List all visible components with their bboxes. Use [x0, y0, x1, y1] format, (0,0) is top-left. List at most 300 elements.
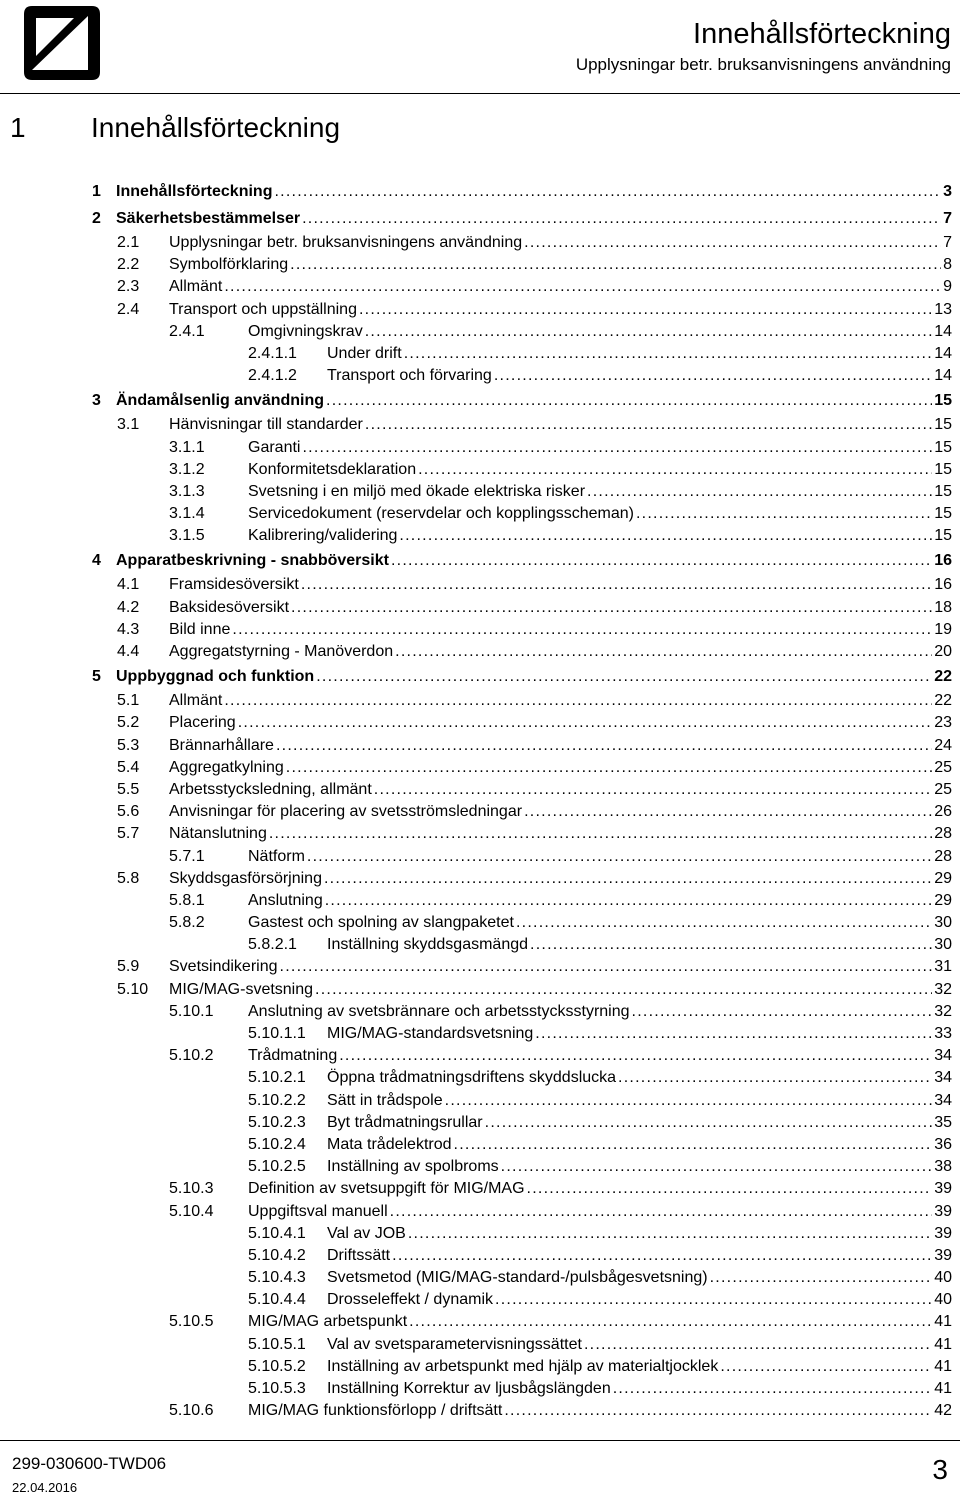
toc-entry-line [327, 1245, 952, 1267]
toc-entry[interactable] [0, 1178, 960, 1200]
toc-entry-page: 35 [934, 1113, 952, 1131]
toc-entry[interactable] [0, 178, 960, 205]
toc-entry-title: Arbetsstycksledning, allmänt [169, 780, 372, 798]
toc-entry[interactable] [0, 1289, 960, 1311]
toc-entry[interactable] [0, 1023, 960, 1045]
toc-entry[interactable] [0, 1223, 960, 1245]
toc-entry-line [248, 1400, 952, 1422]
toc-dot-leader [230, 619, 932, 641]
toc-entry[interactable] [0, 868, 960, 890]
toc-entry-line [327, 1067, 952, 1089]
toc-entry[interactable] [0, 276, 960, 298]
toc-entry-page: 38 [934, 1158, 952, 1176]
toc-dot-leader [616, 1067, 932, 1089]
toc-entry-number: 5.10.2.4 [248, 1135, 306, 1153]
toc-dot-leader [300, 437, 932, 459]
toc-entry[interactable] [0, 254, 960, 276]
toc-entry-line [327, 1156, 952, 1178]
toc-entry-line [327, 1023, 952, 1045]
toc-entry[interactable] [0, 547, 960, 574]
toc-entry-number: 3.1.1 [169, 438, 205, 456]
toc-entry[interactable] [0, 1067, 960, 1089]
toc-entry-page: 31 [934, 958, 952, 976]
toc-entry[interactable] [0, 912, 960, 934]
toc-entry-page: 24 [934, 736, 952, 754]
toc-entry-title: Uppgiftsval manuell [248, 1202, 388, 1220]
toc-entry-line [327, 365, 952, 387]
toc-entry[interactable] [0, 481, 960, 503]
toc-entry-line [169, 276, 952, 298]
toc-entry-page: 23 [934, 714, 952, 732]
toc-entry-number: 5.10.5.1 [248, 1335, 306, 1353]
toc-dot-leader [322, 868, 932, 890]
toc-entry-number: 4.4 [117, 643, 140, 660]
toc-entry-page: 39 [934, 1224, 952, 1242]
toc-entry-page: 25 [934, 758, 952, 776]
toc-entry-page: 26 [934, 803, 952, 821]
toc-entry-number: 5.7 [117, 825, 140, 843]
footer-date: 22.04.2016 [12, 1480, 78, 1495]
toc-entry-title: Definition av svetsuppgift för MIG/MAG [248, 1180, 525, 1198]
toc-dot-leader [284, 757, 932, 779]
toc-entry-line [116, 547, 952, 574]
toc-entry[interactable] [0, 934, 960, 956]
toc-entry-number: 3.1.2 [169, 460, 205, 478]
toc-dot-leader [388, 1201, 933, 1223]
toc-entry-number: 2.4.1.1 [248, 344, 297, 362]
toc-entry-title: Bild inne [169, 620, 231, 638]
toc-entry[interactable] [0, 387, 960, 414]
toc-entry-line [248, 459, 952, 481]
toc-entry-line [327, 1267, 952, 1289]
toc-entry-title: Anslutning [248, 891, 323, 909]
toc-entry-line [327, 1334, 952, 1356]
toc-entry-title: Öppna trådmatningsdriftens skyddslucka [327, 1069, 617, 1087]
toc-entry-line [248, 1001, 952, 1023]
toc-entry-page: 15 [934, 438, 952, 456]
toc-entry-number: 5.10.6 [169, 1402, 214, 1420]
table-of-contents [0, 178, 960, 1422]
toc-entry-number: 1 [92, 183, 101, 200]
toc-entry[interactable] [0, 1311, 960, 1333]
toc-entry-line [248, 1201, 952, 1223]
toc-entry-page: 7 [943, 234, 952, 251]
toc-entry-page: 22 [934, 668, 952, 686]
toc-entry[interactable] [0, 1201, 960, 1223]
toc-entry-line [248, 1045, 952, 1067]
toc-entry-number: 4.2 [117, 598, 140, 616]
toc-entry-line [169, 254, 952, 276]
toc-dot-leader [528, 934, 932, 956]
toc-dot-leader [402, 343, 933, 365]
toc-entry-page: 39 [934, 1202, 952, 1220]
toc-entry-page: 40 [934, 1269, 952, 1287]
toc-entry[interactable] [0, 1112, 960, 1134]
toc-entry-title: Inställning av spolbroms [327, 1158, 499, 1176]
toc-entry-number: 5.10.4.1 [248, 1224, 306, 1242]
toc-entry-title: Aggregatstyrning - Manöverdon [169, 643, 394, 660]
toc-dot-leader [514, 912, 932, 934]
toc-entry-title: Garanti [248, 438, 301, 456]
header-divider [0, 93, 960, 94]
toc-entry-line [169, 712, 952, 734]
toc-entry-line [169, 956, 952, 978]
toc-dot-leader [585, 481, 932, 503]
toc-entry-title: Driftssätt [327, 1246, 391, 1264]
toc-entry-page: 41 [934, 1335, 952, 1353]
toc-dot-leader [483, 1112, 933, 1134]
toc-dot-leader [300, 205, 941, 232]
toc-entry[interactable] [0, 459, 960, 481]
toc-entry-line [169, 979, 952, 1001]
toc-entry-page: 29 [934, 869, 952, 887]
toc-entry[interactable] [0, 690, 960, 712]
toc-entry[interactable] [0, 956, 960, 978]
toc-dot-leader [397, 525, 932, 547]
toc-entry[interactable] [0, 979, 960, 1001]
toc-entry-page: 39 [934, 1246, 952, 1264]
toc-entry-number: 5.10.2.3 [248, 1113, 306, 1131]
toc-entry-line [327, 1223, 952, 1245]
toc-dot-leader [363, 414, 932, 436]
toc-entry-title: Nätanslutning [169, 825, 267, 843]
toc-entry-title: Under drift [327, 344, 402, 362]
toc-entry[interactable] [0, 414, 960, 436]
toc-dot-leader [443, 1090, 933, 1112]
toc-entry-title: MIG/MAG arbetspunkt [248, 1313, 408, 1331]
toc-entry-page: 9 [943, 278, 952, 296]
toc-entry-page: 15 [934, 482, 952, 500]
toc-entry-page: 28 [934, 847, 952, 865]
toc-entry-line [116, 663, 952, 690]
toc-entry[interactable] [0, 1001, 960, 1023]
toc-entry-line [116, 205, 952, 232]
toc-entry-line [327, 1356, 952, 1378]
toc-entry-line [116, 387, 952, 414]
toc-entry[interactable] [0, 779, 960, 801]
toc-entry-line [169, 232, 952, 254]
toc-entry-number: 5.10.5 [169, 1313, 214, 1331]
toc-entry-number: 5.9 [117, 958, 140, 976]
toc-entry-line [248, 912, 952, 934]
toc-entry-line [169, 735, 952, 757]
toc-entry-line [169, 868, 952, 890]
toc-dot-leader [272, 178, 941, 205]
toc-entry-page: 30 [934, 914, 952, 932]
toc-entry-page: 32 [934, 980, 952, 998]
toc-entry-page: 3 [943, 183, 952, 200]
toc-entry-number: 5.10.5.2 [248, 1357, 306, 1375]
toc-entry[interactable] [0, 1134, 960, 1156]
toc-entry-line [248, 525, 952, 547]
brand-logo-icon [22, 4, 102, 82]
toc-entry-title: Inställning Korrektur av ljusbågslängden [327, 1380, 611, 1397]
toc-dot-leader [407, 1311, 932, 1333]
toc-entry-number: 5.1 [117, 692, 140, 710]
toc-entry-line [169, 779, 952, 801]
toc-entry[interactable] [0, 846, 960, 868]
toc-dot-leader [389, 547, 932, 574]
toc-entry[interactable] [0, 1334, 960, 1356]
toc-entry-title: Inställning skyddsgasmängd [327, 936, 529, 954]
toc-entry-page: 29 [934, 891, 952, 909]
toc-entry-title: Anvisningar för placering av svetsströmsledningar [169, 803, 523, 821]
toc-dot-leader [363, 321, 933, 343]
toc-entry-title: Mata trådelektrod [327, 1135, 452, 1153]
toc-entry[interactable] [0, 1090, 960, 1112]
toc-entry-title: Apparatbeskrivning - snabböversikt [116, 552, 389, 570]
toc-entry[interactable] [0, 365, 960, 387]
toc-entry-page: 13 [934, 300, 952, 318]
toc-entry-line [327, 1378, 952, 1400]
toc-entry-page: 15 [934, 527, 952, 545]
toc-entry-line [327, 1112, 952, 1134]
toc-dot-leader [525, 1178, 933, 1200]
toc-entry-title: Nätform [248, 847, 305, 865]
heading-number: 1 [10, 112, 26, 143]
toc-entry[interactable] [0, 525, 960, 547]
toc-dot-leader [372, 779, 932, 801]
toc-entry-title: Skyddsgasförsörjning [169, 869, 322, 887]
toc-entry-page: 34 [934, 1091, 952, 1109]
toc-entry-number: 5.10.4.3 [248, 1269, 306, 1287]
toc-entry-line [327, 934, 952, 956]
toc-entry-line [169, 619, 952, 641]
toc-dot-leader [222, 276, 941, 298]
toc-entry-page: 41 [934, 1357, 952, 1375]
toc-entry-page: 14 [934, 367, 952, 385]
toc-entry-title: Gastest och spolning av slangpaketet [248, 914, 514, 932]
toc-entry-title: Baksidesöversikt [169, 598, 290, 616]
toc-entry-title: Symbolförklaring [169, 256, 289, 274]
toc-entry-number: 4.3 [117, 620, 140, 638]
toc-entry[interactable] [0, 663, 960, 690]
toc-dot-leader [492, 365, 932, 387]
toc-entry-page: 30 [934, 936, 952, 954]
toc-entry-line [248, 437, 952, 459]
toc-entry-number: 3 [92, 392, 101, 410]
toc-entry-title: Uppbyggnad och funktion [116, 668, 315, 686]
toc-entry[interactable] [0, 232, 960, 254]
toc-entry-number: 5 [92, 668, 101, 686]
toc-entry-title: Konformitetsdeklaration [248, 460, 417, 478]
header-title: Innehållsförteckning [693, 18, 951, 50]
toc-entry-title: MIG/MAG funktionsförlopp / driftsätt [248, 1402, 503, 1420]
toc-entry-number: 5.5 [117, 780, 140, 798]
toc-dot-leader [299, 574, 932, 596]
toc-entry-title: Anslutning av svetsbrännare och arbetsstycksstyrning [248, 1002, 630, 1020]
toc-entry-page: 7 [943, 210, 952, 227]
toc-dot-leader [611, 1378, 932, 1400]
toc-entry[interactable] [0, 801, 960, 823]
toc-entry-number: 5.10.4 [169, 1202, 214, 1220]
toc-entry-line [169, 299, 952, 321]
toc-entry-line [169, 801, 952, 823]
toc-entry[interactable] [0, 1400, 960, 1422]
toc-entry-page: 42 [934, 1402, 952, 1420]
toc-entry-number: 3.1.3 [169, 482, 205, 500]
toc-entry[interactable] [0, 1245, 960, 1267]
toc-entry-title: Framsidesöversikt [169, 576, 299, 594]
toc-entry-number: 5.10.3 [169, 1180, 214, 1198]
toc-dot-leader [236, 712, 933, 734]
toc-entry-title: Omgivningskrav [248, 322, 363, 340]
toc-entry-title: Transport och förvaring [327, 367, 492, 385]
toc-dot-leader [393, 641, 932, 663]
toc-entry[interactable] [0, 641, 960, 663]
toc-entry-number: 5.7.1 [169, 847, 205, 865]
toc-entry-number: 5.10.1 [169, 1002, 214, 1020]
toc-entry[interactable] [0, 735, 960, 757]
toc-entry-number: 5.6 [117, 803, 140, 821]
toc-dot-leader [288, 254, 941, 276]
toc-dot-leader [533, 1023, 932, 1045]
toc-dot-leader [390, 1245, 932, 1267]
toc-entry-number: 5.4 [117, 758, 140, 776]
toc-entry-title: Inställning av arbetspunkt med hjälp av materialtjocklek [327, 1357, 719, 1375]
toc-entry-page: 32 [934, 1002, 952, 1020]
toc-entry-title: Innehållsförteckning [116, 183, 273, 200]
toc-dot-leader [406, 1223, 932, 1245]
toc-dot-leader [289, 597, 932, 619]
toc-entry-page: 14 [934, 322, 952, 340]
toc-entry[interactable] [0, 1267, 960, 1289]
toc-entry-title: Trådmatning [248, 1047, 338, 1065]
toc-dot-leader [634, 503, 932, 525]
toc-entry-number: 5.8.2.1 [248, 936, 297, 954]
toc-entry-line [248, 1178, 952, 1200]
toc-entry[interactable] [0, 1378, 960, 1400]
toc-entry-number: 5.10 [117, 980, 149, 998]
toc-dot-leader [324, 387, 932, 414]
toc-entry[interactable] [0, 343, 960, 365]
toc-entry-title: Val av JOB [327, 1224, 406, 1242]
toc-entry-number: 5.10.5.3 [248, 1380, 306, 1397]
footer-divider [0, 1440, 960, 1441]
toc-dot-leader [323, 890, 932, 912]
toc-entry-number: 4 [92, 552, 101, 570]
toc-dot-leader [630, 1001, 933, 1023]
toc-dot-leader [708, 1267, 933, 1289]
toc-dot-leader [493, 1289, 932, 1311]
toc-entry-title: MIG/MAG-svetsning [169, 980, 314, 998]
toc-entry-page: 40 [934, 1291, 952, 1309]
toc-entry-page: 28 [934, 825, 952, 843]
toc-entry-title: Placering [169, 714, 236, 732]
toc-entry-number: 3.1.5 [169, 527, 205, 545]
toc-entry-page: 15 [934, 505, 952, 523]
toc-entry-page: 16 [934, 576, 952, 594]
toc-entry-title: Allmänt [169, 278, 223, 296]
toc-entry-line [169, 757, 952, 779]
toc-entry-number: 5.8.1 [169, 891, 205, 909]
toc-entry-title: Ändamålsenlig användning [116, 392, 325, 410]
toc-dot-leader [499, 1156, 933, 1178]
toc-entry[interactable] [0, 1045, 960, 1067]
toc-entry-line [169, 690, 952, 712]
toc-entry-title: Säkerhetsbestämmelser [116, 210, 301, 227]
heading-text: Innehållsförteckning [91, 112, 341, 143]
toc-entry-number: 2 [92, 210, 101, 227]
toc-entry-title: Val av svetsparametervisningssättet [327, 1335, 582, 1353]
toc-entry-page: 36 [934, 1135, 952, 1153]
toc-entry-title: Upplysningar betr. bruksanvisningens användning [169, 234, 523, 251]
toc-dot-leader [582, 1334, 932, 1356]
toc-entry[interactable] [0, 1356, 960, 1378]
toc-dot-leader [452, 1134, 933, 1156]
toc-entry-number: 5.10.4.4 [248, 1291, 306, 1309]
toc-entry-number: 2.3 [117, 278, 140, 296]
toc-dot-leader [502, 1400, 932, 1422]
toc-entry[interactable] [0, 321, 960, 343]
toc-entry-line [169, 414, 952, 436]
toc-entry-line [248, 503, 952, 525]
toc-entry[interactable] [0, 712, 960, 734]
toc-entry-line [327, 343, 952, 365]
toc-entry[interactable] [0, 890, 960, 912]
toc-entry[interactable] [0, 437, 960, 459]
toc-dot-leader [522, 801, 932, 823]
toc-entry[interactable] [0, 503, 960, 525]
header-subtitle: Upplysningar betr. bruksanvisningens användning [575, 55, 951, 74]
toc-entry-line [169, 823, 952, 845]
toc-entry[interactable] [0, 574, 960, 596]
toc-entry-page: 41 [934, 1380, 952, 1397]
toc-dot-leader [313, 979, 932, 1001]
toc-entry[interactable] [0, 205, 960, 232]
toc-entry-number: 5.10.2.1 [248, 1069, 306, 1087]
toc-dot-leader [337, 1045, 932, 1067]
toc-dot-leader [267, 823, 932, 845]
toc-entry-line [169, 641, 952, 663]
toc-entry-page: 39 [934, 1180, 952, 1198]
toc-dot-leader [416, 459, 932, 481]
toc-dot-leader [278, 956, 933, 978]
toc-entry[interactable] [0, 823, 960, 845]
toc-entry-title: Allmänt [169, 692, 223, 710]
toc-entry-number: 2.4 [117, 300, 140, 318]
toc-dot-leader [522, 232, 941, 254]
toc-entry-line [327, 1090, 952, 1112]
toc-entry-title: Aggregatkylning [169, 758, 284, 776]
toc-entry-number: 2.1 [117, 234, 140, 251]
toc-entry-line [327, 1134, 952, 1156]
toc-entry-page: 34 [934, 1047, 952, 1065]
toc-entry[interactable] [0, 597, 960, 619]
toc-entry-page: 15 [934, 460, 952, 478]
toc-entry[interactable] [0, 619, 960, 641]
toc-entry-page: 14 [934, 344, 952, 362]
toc-entry-number: 5.10.2 [169, 1047, 214, 1065]
toc-entry[interactable] [0, 757, 960, 779]
toc-entry-line [248, 1311, 952, 1333]
toc-entry-number: 5.2 [117, 714, 140, 732]
toc-entry-page: 8 [943, 256, 952, 274]
toc-entry-number: 2.4.1 [169, 322, 205, 340]
toc-entry-page: 16 [934, 552, 952, 570]
toc-entry-number: 2.4.1.2 [248, 367, 297, 385]
toc-entry[interactable] [0, 1156, 960, 1178]
toc-entry-number: 5.10.2.5 [248, 1158, 306, 1176]
toc-dot-leader [305, 846, 932, 868]
toc-entry[interactable] [0, 299, 960, 321]
toc-dot-leader [718, 1356, 932, 1378]
toc-entry-page: 41 [934, 1313, 952, 1331]
toc-entry-page: 15 [934, 416, 952, 434]
toc-entry-title: MIG/MAG-standardsvetsning [327, 1025, 534, 1042]
toc-entry-page: 18 [934, 598, 952, 616]
toc-entry-number: 5.8 [117, 869, 140, 887]
